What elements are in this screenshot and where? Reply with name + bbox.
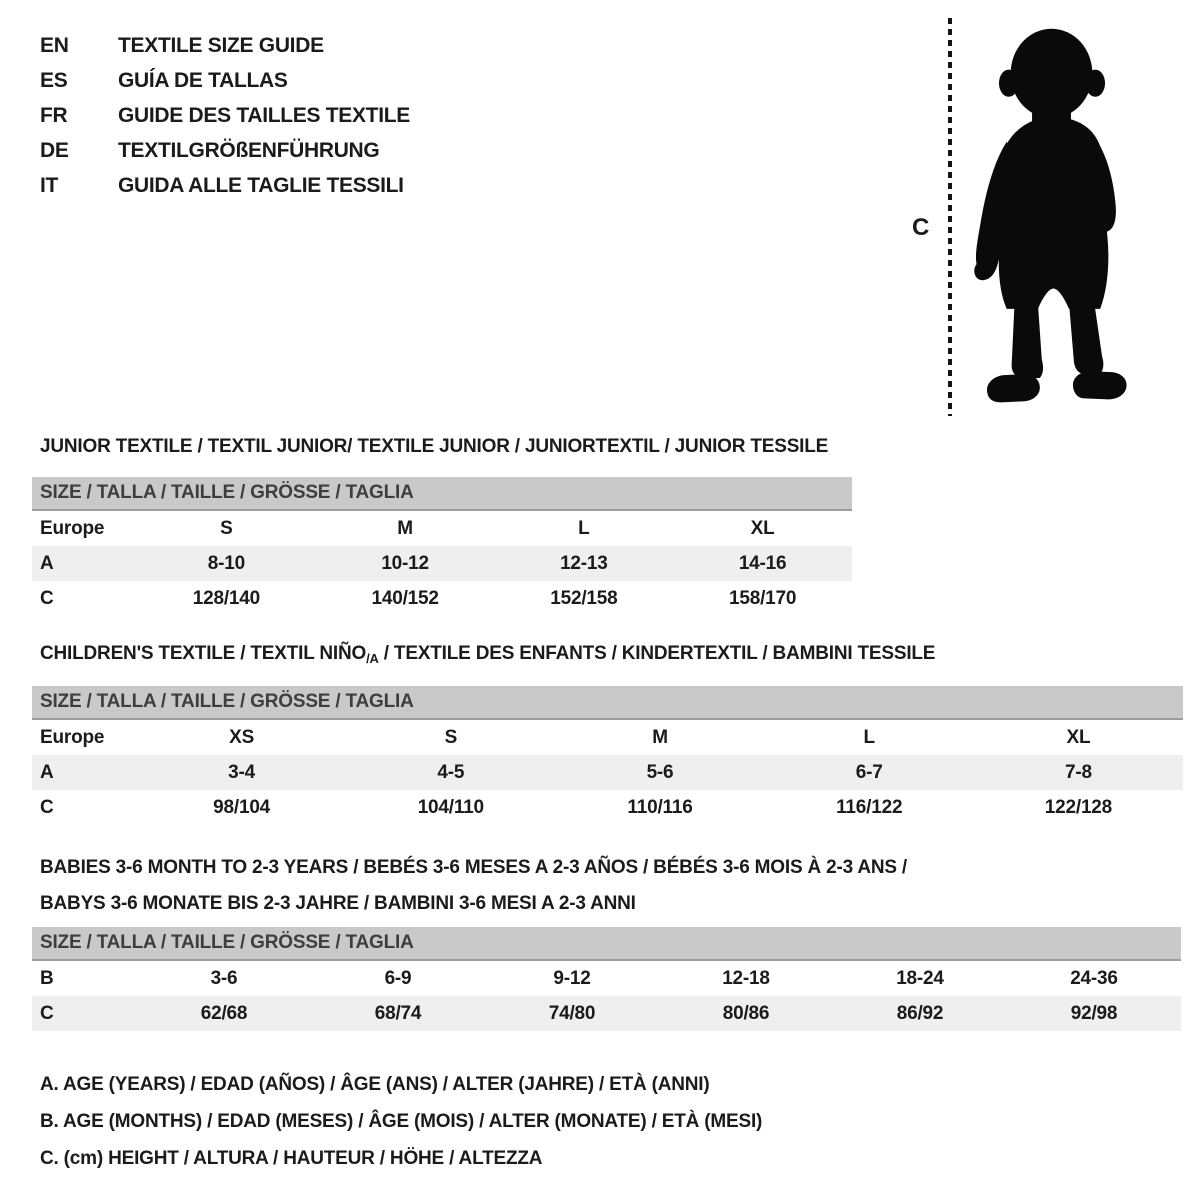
table-row	[32, 755, 1183, 790]
cell: L	[863, 726, 875, 748]
cell: 62/68	[200, 1002, 248, 1024]
cell: 86/92	[896, 1002, 944, 1024]
junior-size-table	[32, 477, 852, 616]
cell: 158/170	[728, 587, 797, 609]
lang-code: FR	[40, 103, 68, 127]
cell: S	[444, 726, 458, 748]
cell: 116/122	[836, 796, 903, 818]
cell: 110/116	[627, 796, 693, 818]
lang-row-es	[40, 63, 410, 98]
children-title-prefix: CHILDREN'S TEXTILE / TEXTIL NIÑO	[40, 643, 367, 664]
lang-code: EN	[40, 33, 69, 57]
babies-section-title	[40, 850, 907, 922]
height-measure-label: C	[912, 214, 930, 241]
cell: 7-8	[1064, 761, 1092, 783]
table-header-size: SIZE / TALLA / TAILLE / GRÖSSE / TAGLIA	[32, 477, 852, 511]
children-title-suffix: / TEXTILE DES ENFANTS / KINDERTEXTIL / BAMBINI TESSILE	[378, 643, 936, 664]
cell: 68/74	[374, 1002, 422, 1024]
cell: XL	[1066, 726, 1091, 748]
cell: 9-12	[553, 967, 591, 989]
cell: L	[578, 517, 590, 539]
lang-code: DE	[40, 138, 69, 162]
legend-line-b: B. AGE (MONTHS) / EDAD (MESES) / ÂGE (MOIS) / ALTER (MONATE) / ETÀ (MESI)	[40, 1111, 763, 1132]
babies-title-line1: BABIES 3-6 MONTH TO 2-3 YEARS / BEBÉS 3-6 MESES A 2-3 AÑOS / BÉBÉS 3-6 MOIS À 2-3 ANS /	[40, 857, 908, 878]
lang-row-fr	[40, 98, 410, 133]
row-label: A	[40, 761, 54, 783]
lang-title: TEXTILE SIZE GUIDE	[118, 33, 324, 57]
junior-section-title: JUNIOR TEXTILE / TEXTIL JUNIOR/ TEXTILE JUNIOR / JUNIORTEXTIL / JUNIOR TESSILE	[40, 436, 829, 457]
row-label: B	[40, 967, 54, 989]
cell: 92/98	[1070, 1002, 1118, 1024]
cell: 98/104	[213, 796, 271, 818]
measurement-legend	[40, 1066, 762, 1177]
cell: 12-18	[722, 967, 770, 989]
cell: 122/128	[1044, 796, 1113, 818]
lang-title: GUIDE DES TAILLES TEXTILE	[118, 103, 410, 127]
lang-row-en	[40, 28, 410, 63]
cell: 18-24	[896, 967, 944, 989]
children-section-title	[40, 643, 935, 666]
lang-code: ES	[40, 68, 68, 92]
cell: M	[652, 726, 668, 748]
lang-row-it	[40, 168, 410, 203]
cell: 104/110	[417, 796, 484, 818]
cell: 152/158	[550, 587, 618, 609]
lang-code: IT	[40, 173, 59, 197]
cell: 74/80	[548, 1002, 596, 1024]
babies-size-table	[32, 927, 1181, 1031]
lang-title: TEXTILGRÖßENFÜHRUNG	[118, 138, 380, 162]
toddler-silhouette-icon	[962, 14, 1142, 418]
legend-line-a: A. AGE (YEARS) / EDAD (AÑOS) / ÂGE (ANS) / ALTER (JAHRE) / ETÀ (ANNI)	[40, 1074, 710, 1095]
cell: XS	[229, 726, 255, 748]
lang-row-de	[40, 133, 410, 168]
lang-title: GUIDA ALLE TAGLIE TESSILI	[118, 173, 404, 197]
babies-title-line2: BABYS 3-6 MONATE BIS 2-3 JAHRE / BAMBINI 3-6 MESI A 2-3 ANNI	[40, 893, 636, 914]
table-row	[32, 790, 1183, 825]
cell: 128/140	[192, 587, 261, 609]
cell: 12-13	[560, 552, 608, 574]
row-label: A	[40, 552, 54, 574]
cell: S	[220, 517, 233, 539]
table-row	[32, 546, 852, 581]
cell: 3-6	[210, 967, 238, 989]
cell: 140/152	[371, 587, 439, 609]
cell: 6-9	[384, 967, 412, 989]
language-title-list	[40, 28, 410, 203]
cell: 8-10	[207, 552, 245, 574]
lang-title: GUÍA DE TALLAS	[118, 68, 288, 92]
cell: 4-5	[437, 761, 465, 783]
table-row	[32, 961, 1181, 996]
height-measure-dashed-line	[948, 18, 952, 416]
children-title-sub: /A	[366, 651, 379, 666]
children-size-table	[32, 686, 1183, 825]
cell: 80/86	[722, 1002, 770, 1024]
cell: 10-12	[381, 552, 429, 574]
row-label: C	[40, 587, 54, 609]
cell: 5-6	[646, 761, 674, 783]
table-header-size: SIZE / TALLA / TAILLE / GRÖSSE / TAGLIA	[32, 927, 1181, 961]
row-label: C	[40, 1002, 54, 1024]
cell: M	[397, 517, 413, 539]
table-row	[32, 511, 852, 546]
table-row	[32, 720, 1183, 755]
cell: XL	[750, 517, 775, 539]
table-row	[32, 996, 1181, 1031]
table-header-size: SIZE / TALLA / TAILLE / GRÖSSE / TAGLIA	[32, 686, 1183, 720]
cell: 24-36	[1070, 967, 1118, 989]
row-label: C	[40, 796, 54, 818]
cell: 14-16	[738, 552, 787, 574]
legend-line-c: C. (cm) HEIGHT / ALTURA / HAUTEUR / HÖHE / ALTEZZA	[40, 1148, 543, 1169]
cell: 6-7	[855, 761, 883, 783]
row-label: Europe	[40, 726, 105, 748]
cell: 3-4	[228, 761, 256, 783]
row-label: Europe	[40, 517, 105, 539]
table-row	[32, 581, 852, 616]
